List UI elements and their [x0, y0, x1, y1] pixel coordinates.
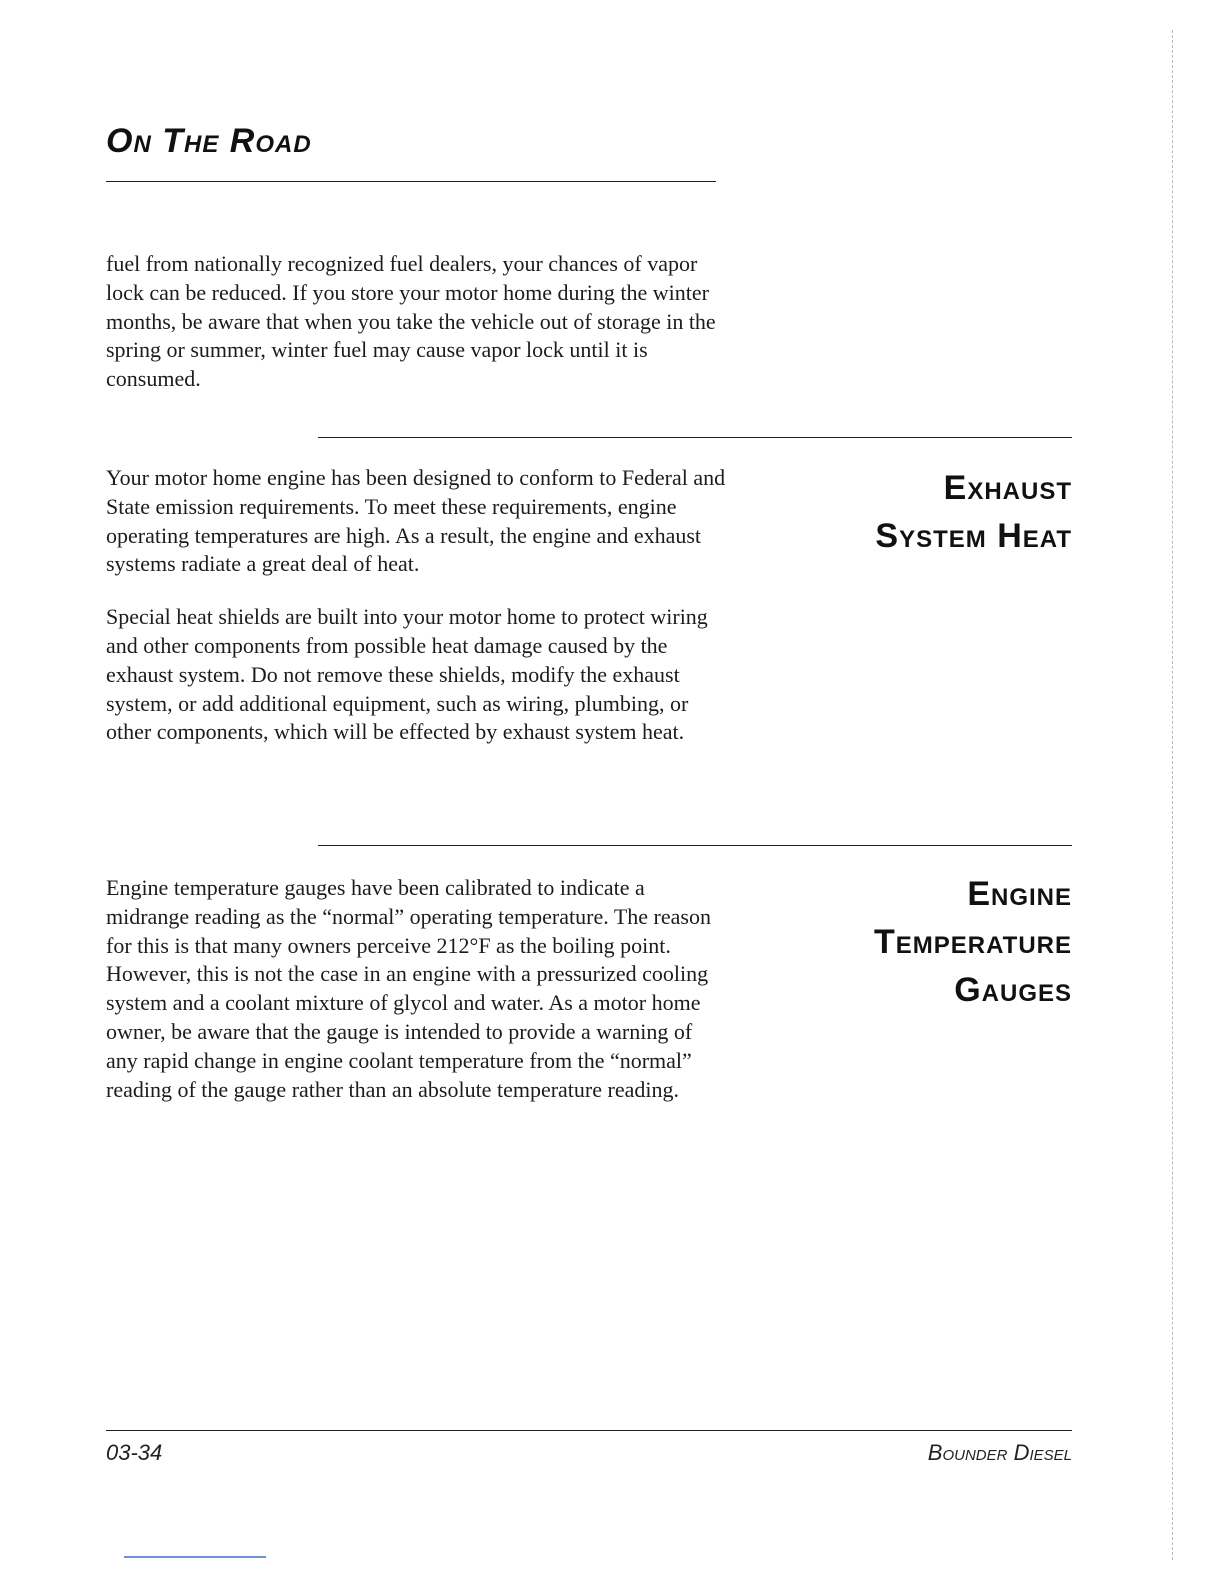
gauges-heading-line-1: Engine [967, 875, 1072, 913]
gauges-body [106, 874, 726, 1104]
exhaust-heading-line-2: System Heat [875, 517, 1072, 555]
exhaust-heading-line-1: Exhaust [943, 469, 1072, 507]
exhaust-section-heading [875, 464, 1072, 560]
header-rule [106, 181, 716, 182]
exhaust-paragraph-1: Your motor home engine has been designed to conform to Federal and State emission requirements. To meet these requirements, engine operating temperatures are high. As a result, the engine and exhaust systems radiate a great deal of heat. [106, 465, 726, 577]
footer-rule [106, 1430, 1072, 1431]
gauges-heading-line-2: Temperature [874, 923, 1072, 961]
gauges-paragraph-1: Engine temperature gauges have been calibrated to indicate a midrange reading as the “normal” operating temperature. The reason for this is that many owners perceive 212°F as the boiling point. However, this is not the case in an engine with a pressurized cooling system and a coolant mixture of glycol and water. As a motor home owner, be aware that the gauge is intended to provide a warning of any rapid change in engine coolant temperature from the “normal” reading of the gauge rather than an absolute temperature reading. [106, 875, 711, 1102]
scan-bottom-mark [124, 1556, 266, 1558]
exhaust-body [106, 464, 726, 747]
page-header-title: On The Road [106, 122, 312, 160]
gauges-heading-line-3: Gauges [954, 971, 1072, 1009]
intro-text: fuel from nationally recognized fuel dealers, your chances of vapor lock can be reduced. If you store your motor home during the winter months, be aware that when you take the vehicle out of storage in the spring or summer, winter fuel may cause vapor lock until it is consumed. [106, 251, 716, 392]
intro-paragraph [106, 250, 726, 394]
section-divider-exhaust [318, 437, 1072, 438]
section-divider-gauges [318, 845, 1072, 846]
footer-book-title: Bounder Diesel [927, 1440, 1072, 1465]
footer-page-number: 03-34 [106, 1440, 163, 1465]
gauges-section-heading [874, 870, 1072, 1014]
exhaust-paragraph-2: Special heat shields are built into your motor home to protect wiring and other components from possible heat damage caused by the exhaust system. Do not remove these shields, modify the exhaust system, or add additional equipment, such as wiring, plumbing, or other components, which will be effected by exhaust system heat. [106, 604, 708, 745]
scan-edge-line [1172, 30, 1173, 1560]
